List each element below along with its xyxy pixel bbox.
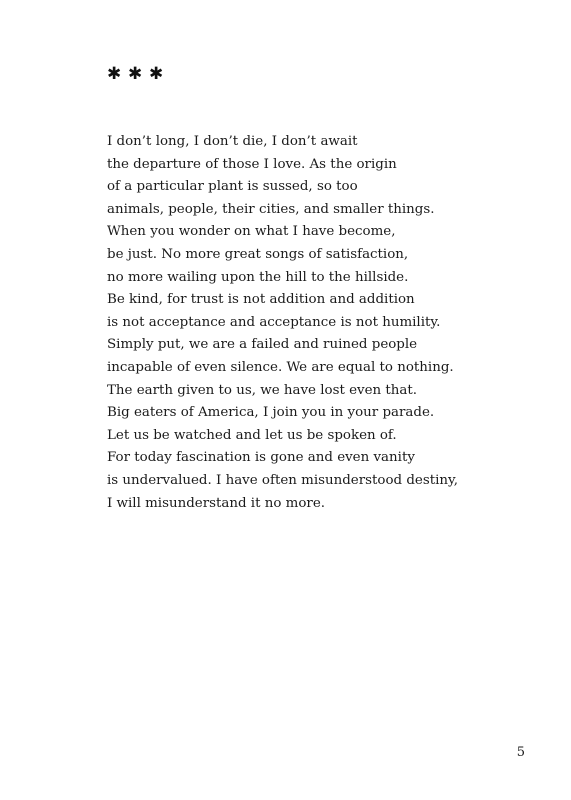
- poem-line: be just. No more great songs of satisfaction,: [107, 246, 409, 262]
- asterisk-icon: ✱: [107, 64, 122, 84]
- poem-line: For today fascination is gone and even vanity: [107, 450, 415, 466]
- asterisk-icon: ✱: [128, 64, 143, 84]
- poem-line: When you wonder on what I have become,: [107, 224, 396, 240]
- poem-line: I don’t long, I don’t die, I don’t await: [107, 134, 358, 149]
- page-number: 5: [516, 745, 525, 760]
- poem-line: the departure of those I love. As the origin: [107, 156, 397, 172]
- poem-line: The earth given to us, we have lost even that.: [107, 382, 418, 398]
- poem-line: is not acceptance and acceptance is not humility.: [107, 314, 441, 330]
- asterisk-icon: ✱: [149, 64, 164, 84]
- section-break-ornament: [107, 64, 170, 84]
- poem-line: I will misunderstand it no more.: [107, 495, 326, 511]
- poem-line: Big eaters of America, I join you in your parade.: [107, 405, 435, 421]
- poem-line: of a particular plant is sussed, so too: [107, 179, 358, 195]
- poem-line: animals, people, their cities, and smaller things.: [107, 201, 435, 217]
- poem-body: [107, 131, 458, 515]
- poem-line: incapable of even silence. We are equal to nothing.: [107, 359, 454, 375]
- poem-line: is undervalued. I have often misunderstood destiny,: [107, 472, 459, 488]
- poem-line: Let us be watched and let us be spoken of.: [107, 427, 397, 443]
- poem-line: Be kind, for trust is not addition and addition: [107, 292, 415, 308]
- poem-line: no more wailing upon the hill to the hillside.: [107, 269, 409, 285]
- poem-line: Simply put, we are a failed and ruined people: [107, 337, 418, 353]
